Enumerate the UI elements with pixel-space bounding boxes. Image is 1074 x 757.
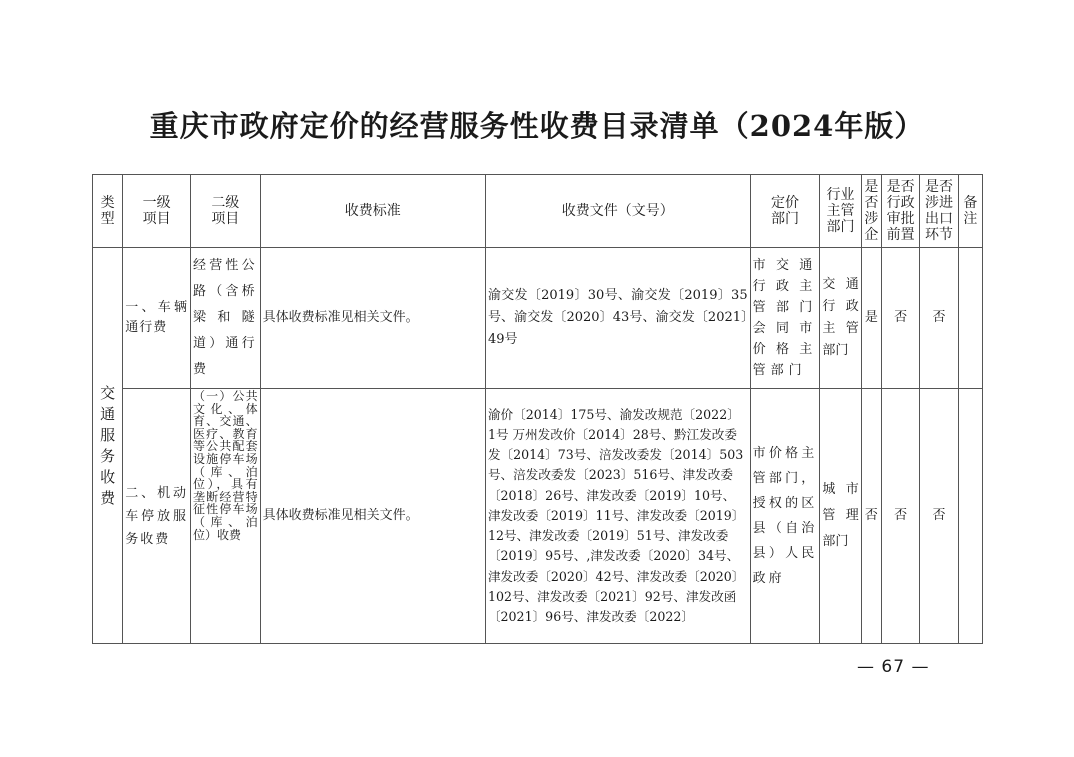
fee-catalog-table [92, 174, 983, 644]
category-cell: 交通服务收费 [93, 248, 123, 644]
header-level1: 一级项目 [123, 175, 191, 248]
enterprise-cell: 是 [861, 248, 881, 389]
header-standard: 收费标准 [260, 175, 485, 248]
header-import-export: 是否涉进出口环节 [920, 175, 958, 248]
remarks-cell [958, 389, 982, 644]
import-export-cell: 否 [920, 389, 958, 644]
enterprise-cell: 否 [861, 389, 881, 644]
standard-cell: 具体收费标准见相关文件。 [260, 389, 485, 644]
level2-cell: （一）公共文化、体育、交通、医疗、教育等公共配套设施停车场（库、泊位），具有垄断经营特征性停车场（库、泊位）收费 [190, 389, 260, 644]
header-industry-dept: 行业主管部门 [820, 175, 861, 248]
pricing-dept-cell: 市价格主管部门，授权的区县（自治县）人民政府 [750, 389, 820, 644]
header-pricing-dept: 定价部门 [750, 175, 820, 248]
preapproval-cell: 否 [881, 389, 919, 644]
level2-cell: 经营性公路（含桥梁和隧道）通行费 [190, 248, 260, 389]
docs-cell: 渝价〔2014〕175号、渝发改规范〔2022〕1号 万州发改价〔2014〕28号、黔江发改委发〔2014〕73号、涪发改委发〔2014〕503号、涪发改委发〔2023〕516号、津发改委〔2018〕26号、津发改委〔2019〕10号、津发改委〔2019〕11号、津发改委〔2019〕12号、津发改委〔2019〕51号、津发改委〔2019〕95号、,津发改委〔2020〕34号、津发改委〔2020〕42号、津发改委〔2020〕102号、津发改委〔2021〕92号、津发改函〔2021〕96号、津发改委〔2022〕 [485, 389, 750, 644]
level1-cell: 一、车辆通行费 [123, 248, 191, 389]
standard-cell: 具体收费标准见相关文件。 [260, 248, 485, 389]
header-preapproval: 是否行政审批前置 [881, 175, 919, 248]
page-title: 重庆市政府定价的经营服务性收费目录清单（2024年版） [149, 109, 925, 143]
page-number: — 67 — [857, 657, 930, 677]
pricing-dept-cell: 市交通行政主管部门会同市价格主管部门 [750, 248, 820, 389]
table-row [93, 389, 983, 644]
header-type: 类型 [93, 175, 123, 248]
docs-cell: 渝交发〔2019〕30号、渝交发〔2019〕35号、渝交发〔2020〕43号、渝交发〔2021〕49号 [485, 248, 750, 389]
header-remarks: 备注 [958, 175, 982, 248]
table-row [93, 248, 983, 389]
import-export-cell: 否 [920, 248, 958, 389]
header-docs: 收费文件（文号） [485, 175, 750, 248]
header-level2: 二级项目 [190, 175, 260, 248]
preapproval-cell: 否 [881, 248, 919, 389]
table-header-row [93, 175, 983, 248]
level1-cell: 二、机动车停放服务收费 [123, 389, 191, 644]
remarks-cell [958, 248, 982, 389]
header-enterprise: 是否涉企 [861, 175, 881, 248]
industry-dept-cell: 交通行政主管部门 [820, 248, 861, 389]
industry-dept-cell: 城市管理部门 [820, 389, 861, 644]
